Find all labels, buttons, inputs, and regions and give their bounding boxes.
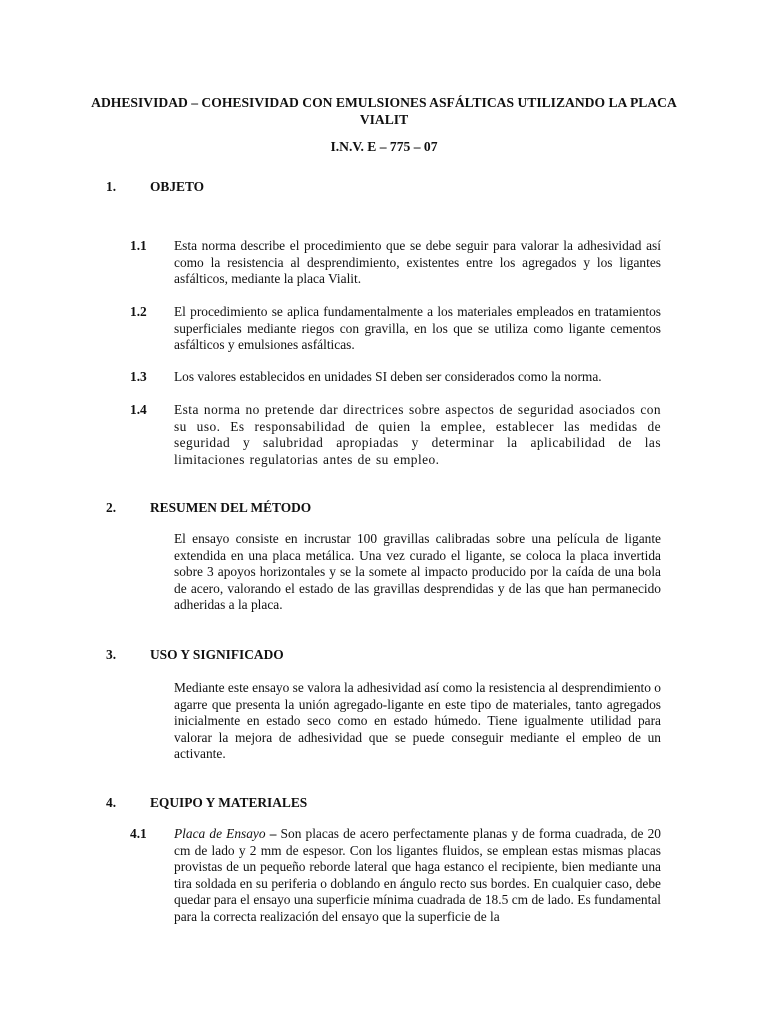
item-1-3-number: 1.3 <box>130 369 147 384</box>
section-3-title: USO Y SIGNIFICADO <box>150 647 284 662</box>
section-4-title: EQUIPO Y MATERIALES <box>150 795 308 810</box>
standard-code: I.N.V. E – 775 – 07 <box>330 139 438 154</box>
item-1-2-text: El procedimiento se aplica fundamentalmente a los materiales empleados en tratamientos superficiales mediante riegos con gravilla, en los que se utiliza como ligante cementos asfálticos y emulsiones asfálticas. <box>174 304 661 353</box>
item-4-1-dash: – <box>265 826 281 841</box>
section-1-number: 1. <box>106 179 117 194</box>
item-4-1-paragraph <box>174 826 661 926</box>
item-1-1-number: 1.1 <box>130 238 147 253</box>
section-2-number: 2. <box>106 500 117 515</box>
item-1-2-number: 1.2 <box>130 304 147 319</box>
section-4-number: 4. <box>106 795 117 810</box>
section-2-title: RESUMEN DEL MÉTODO <box>150 500 312 515</box>
section-2-text: El ensayo consiste en incrustar 100 gravillas calibradas sobre una película de ligante extendida en una placa metálica. Una vez curado el ligante, se coloca la placa invertida sobre 3 apoyos horizontales y se la somete al impacto producido por la caída de una bola de acero, valorando el estado de las gravillas desprendidas y de las que han permanecido adheridas a la placa. <box>174 531 661 613</box>
item-4-1-text: Son placas de acero perfectamente planas y de forma cuadrada, de 20 cm de lado y 2 mm de espesor. Con los ligantes fluidos, se emplean estas mismas placas provistas de un pequeño reborde lateral que haga estanco el recipiente, bien mediante una tira soldada en su periferia o doblando en ángulo recto sus bordes. En cualquier caso, debe quedar para el ensayo una superficie mínima cuadrada de 18.5 cm de lado. Es fundamental para la correcta realización del ensayo que la superficie de la <box>174 826 662 924</box>
section-3-number: 3. <box>106 647 117 662</box>
item-4-1-number: 4.1 <box>130 826 147 841</box>
item-1-4-text: Esta norma no pretende dar directrices sobre aspectos de seguridad asociados con su uso. Es responsabilidad de quien la emplee, establecer las medidas de seguridad y salubridad apropiadas y determinar la aplicabilidad de las limitaciones regulatorias antes de su empleo. <box>174 402 661 467</box>
document-title: ADHESIVIDAD – COHESIVIDAD CON EMULSIONES ASFÁLTICAS UTILIZANDO LA PLACA VIALIT <box>91 95 677 127</box>
item-1-3-text: Los valores establecidos en unidades SI deben ser considerados como la norma. <box>174 369 602 384</box>
item-1-1-text: Esta norma describe el procedimiento que se debe seguir para valorar la adhesividad así como la resistencia al desprendimiento, existentes entre los agregados y los ligantes asfálticos, mediante la placa Vialit. <box>174 238 661 287</box>
section-3-text: Mediante este ensayo se valora la adhesividad así como la resistencia al desprendimiento o agarre que presenta la unión agregado-ligante en este tipo de materiales, tanto agregados inicialmente en estado seco como en estado húmedo. Tiene igualmente utilidad para valorar la mejora de adhesividad que se puede conseguir mediante el empleo de un activante. <box>174 680 661 762</box>
item-1-4-number: 1.4 <box>130 402 147 417</box>
section-1-title: OBJETO <box>150 179 205 194</box>
item-4-1-term: Placa de Ensayo <box>174 826 266 841</box>
